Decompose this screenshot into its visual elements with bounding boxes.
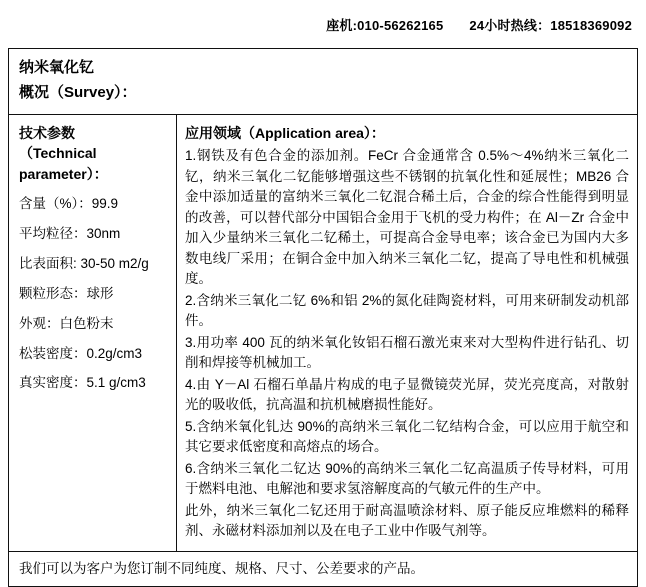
- footer-cell: [9, 552, 637, 586]
- contact-bar: [0, 0, 646, 48]
- spec-item: 松装密度：0.2g/cm3: [19, 345, 143, 361]
- landline-phone: 座机:010-56262165: [326, 17, 444, 33]
- footer-note: 我们可以为客户为您订制不同纯度、规格、尺寸、公差要求的产品。: [19, 560, 424, 576]
- spec-item: 真实密度：5.1 g/cm3: [19, 375, 146, 391]
- header-cell: [9, 49, 637, 115]
- spec-table: [8, 48, 638, 587]
- header-row: [9, 49, 637, 115]
- spec-item: 含量（%）：99.9: [19, 195, 119, 211]
- body-row: [9, 115, 637, 552]
- application-paragraph: 3.用功率 400 瓦的纳米氧化钕铝石榴石激光束来对大型构件进行钻孔、切削和焊接等机械加工。: [185, 334, 629, 371]
- footer-row: [9, 552, 637, 586]
- specs-heading-en: （Technical parameter）：: [19, 145, 108, 182]
- technical-parameters-cell: [9, 115, 177, 552]
- application-paragraph: 1.钢铁及有色合金的添加剂。FeCr 合金通常含 0.5%～4%纳米三氧化二钇，纳米三氧化二钇能够增强这些不锈钢的抗氧化性和延展性；MB26 合金中添加适量的富纳米三氧化二钇混合稀土后，合金的综合性能得到明显的改善，可以替代部分中国铝合金用于飞机的受力构件；在 Al－Zr 合金中加入少量纳米三氧化二钇稀土，可提高合金导电率；该合金已为国内大多数电线厂采用；在铜合金中加入纳米三氧化二钇，提高了导电性和机械强度。: [185, 148, 629, 287]
- spec-item: 颗粒形态：球形: [19, 285, 114, 301]
- spec-item: 平均粒径：30nm: [19, 225, 121, 241]
- application-paragraph: 6.含纳米三氧化二钇达 90%的高纳米三氧化二钇高温质子传导材料，可用于燃料电池、电解池和要求氢溶解度高的气敏元件的生产中。: [185, 460, 629, 497]
- specs-heading-cn: 技术参数: [19, 125, 75, 141]
- hotline-phone: 24小时热线：18518369092: [469, 17, 632, 33]
- survey-label: 概况（Survey）：: [19, 83, 137, 101]
- application-area-cell: [177, 115, 637, 552]
- application-paragraph: 2.含纳米三氧化二钇 6%和铝 2%的氮化硅陶瓷材料，可用来研制发动机部件。: [185, 292, 629, 329]
- page-title: 纳米氧化钇: [19, 59, 95, 76]
- application-paragraph: 5.含纳米氧化钆达 90%的高纳米三氧化二钇结构合金，可以应用于航空和其它要求低密度和高熔点的场合。: [185, 418, 629, 455]
- application-heading: 应用领域（Application area）：: [185, 125, 385, 141]
- spec-item: 外观：白色粉末: [19, 315, 114, 331]
- application-paragraph: 此外，纳米三氧化二钇还用于耐高温喷涂材料、原子能反应堆燃料的稀释剂、永磁材料添加剂以及在电子工业中作吸气剂等。: [185, 502, 629, 539]
- spec-item: 比表面积: 30-50 m2/g: [19, 255, 149, 271]
- application-paragraph: 4.由 Y－Al 石榴石单晶片构成的电子显微镜荧光屏，荧光亮度高，对散射光的吸收低，抗高温和抗机械磨损性能好。: [185, 376, 629, 413]
